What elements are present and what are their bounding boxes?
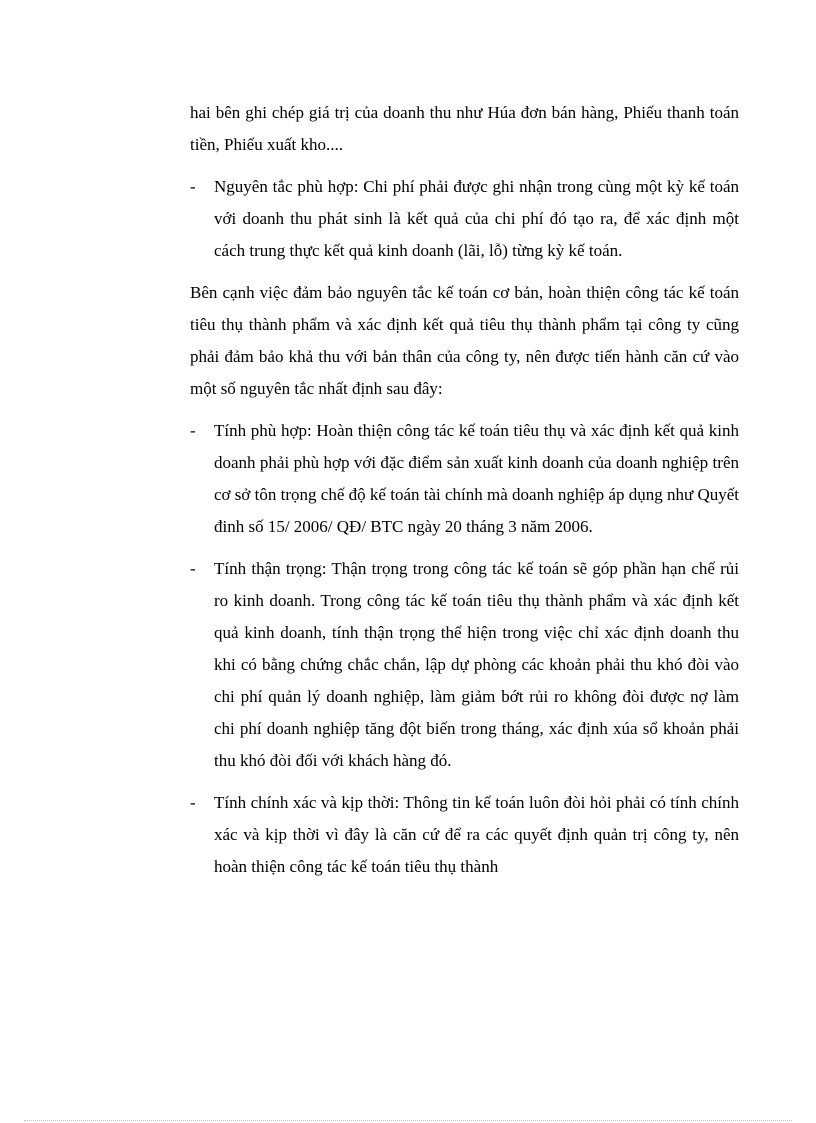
- bullet-text: Tính chính xác và kịp thời: Thông tin kế toán luôn đòi hỏi phải có tính chính xác và kịp thời vì đây là căn cứ để ra các quyết định quản trị công ty, nên hoàn thiện công tác kế toán tiêu thụ thành: [214, 793, 739, 876]
- bullet-dash: -: [190, 793, 196, 812]
- bullet-prudence: [190, 553, 739, 777]
- bullet-accuracy-timeliness: [190, 787, 739, 883]
- bullet-text: Tính thận trọng: Thận trọng trong công tác kế toán sẽ góp phần hạn chế rủi ro kinh doanh. Trong công tác kế toán tiêu thụ thành phẩm và xác định kết quả kinh doanh, tính thận trọng thể hiện trong việc chỉ xác định doanh thu khi có bằng chứng chắc chắn, lập dự phòng các khoản phải thu khó đòi vào chi phí quản lý doanh nghiệp, làm giảm bớt rủi ro không đòi được nợ làm chi phí doanh nghiệp tăng đột biến trong tháng, xác định xúa sổ khoản phải thu khó đòi đối với khách hàng đó.: [214, 559, 739, 770]
- document-body: [190, 97, 739, 883]
- intro-continuation-paragraph: hai bên ghi chép giá trị của doanh thu như Húa đơn bán hàng, Phiếu thanh toán tiền, Phiếu xuất kho....: [190, 103, 739, 154]
- bullet-text: Nguyên tắc phù hợp: Chi phí phải được ghi nhận trong cùng một kỳ kế toán với doanh thu phát sinh là kết quả của chi phí đó tạo ra, để xác định một cách trung thực kết quả kinh doanh (lãi, lỗ) từng kỳ kế toán.: [214, 177, 739, 260]
- bullet-matching-principle: [190, 171, 739, 267]
- page-bottom-divider: [24, 1120, 792, 1121]
- bullet-text: Tính phù hợp: Hoàn thiện công tác kế toán tiêu thụ và xác định kết quả kinh doanh phải phù hợp với đặc điểm sản xuất kinh doanh của doanh nghiệp trên cơ sở tôn trọng chế độ kế toán tài chính mà doanh nghiệp áp dụng như Quyết đinh số 15/ 2006/ QĐ/ BTC ngày 20 tháng 3 năm 2006.: [214, 421, 739, 536]
- bullet-dash: -: [190, 177, 196, 196]
- main-paragraph: Bên cạnh việc đảm bảo nguyên tắc kế toán cơ bản, hoàn thiện công tác kế toán tiêu thụ thành phẩm và xác định kết quả tiêu thụ thành phẩm tại công ty cũng phải đảm bảo khả thu với bản thân của công ty, nên được tiến hành căn cứ vào một số nguyên tắc nhất định sau đây:: [190, 283, 739, 398]
- bullet-suitability: [190, 415, 739, 543]
- bullet-dash: -: [190, 559, 196, 578]
- bullet-dash: -: [190, 421, 196, 440]
